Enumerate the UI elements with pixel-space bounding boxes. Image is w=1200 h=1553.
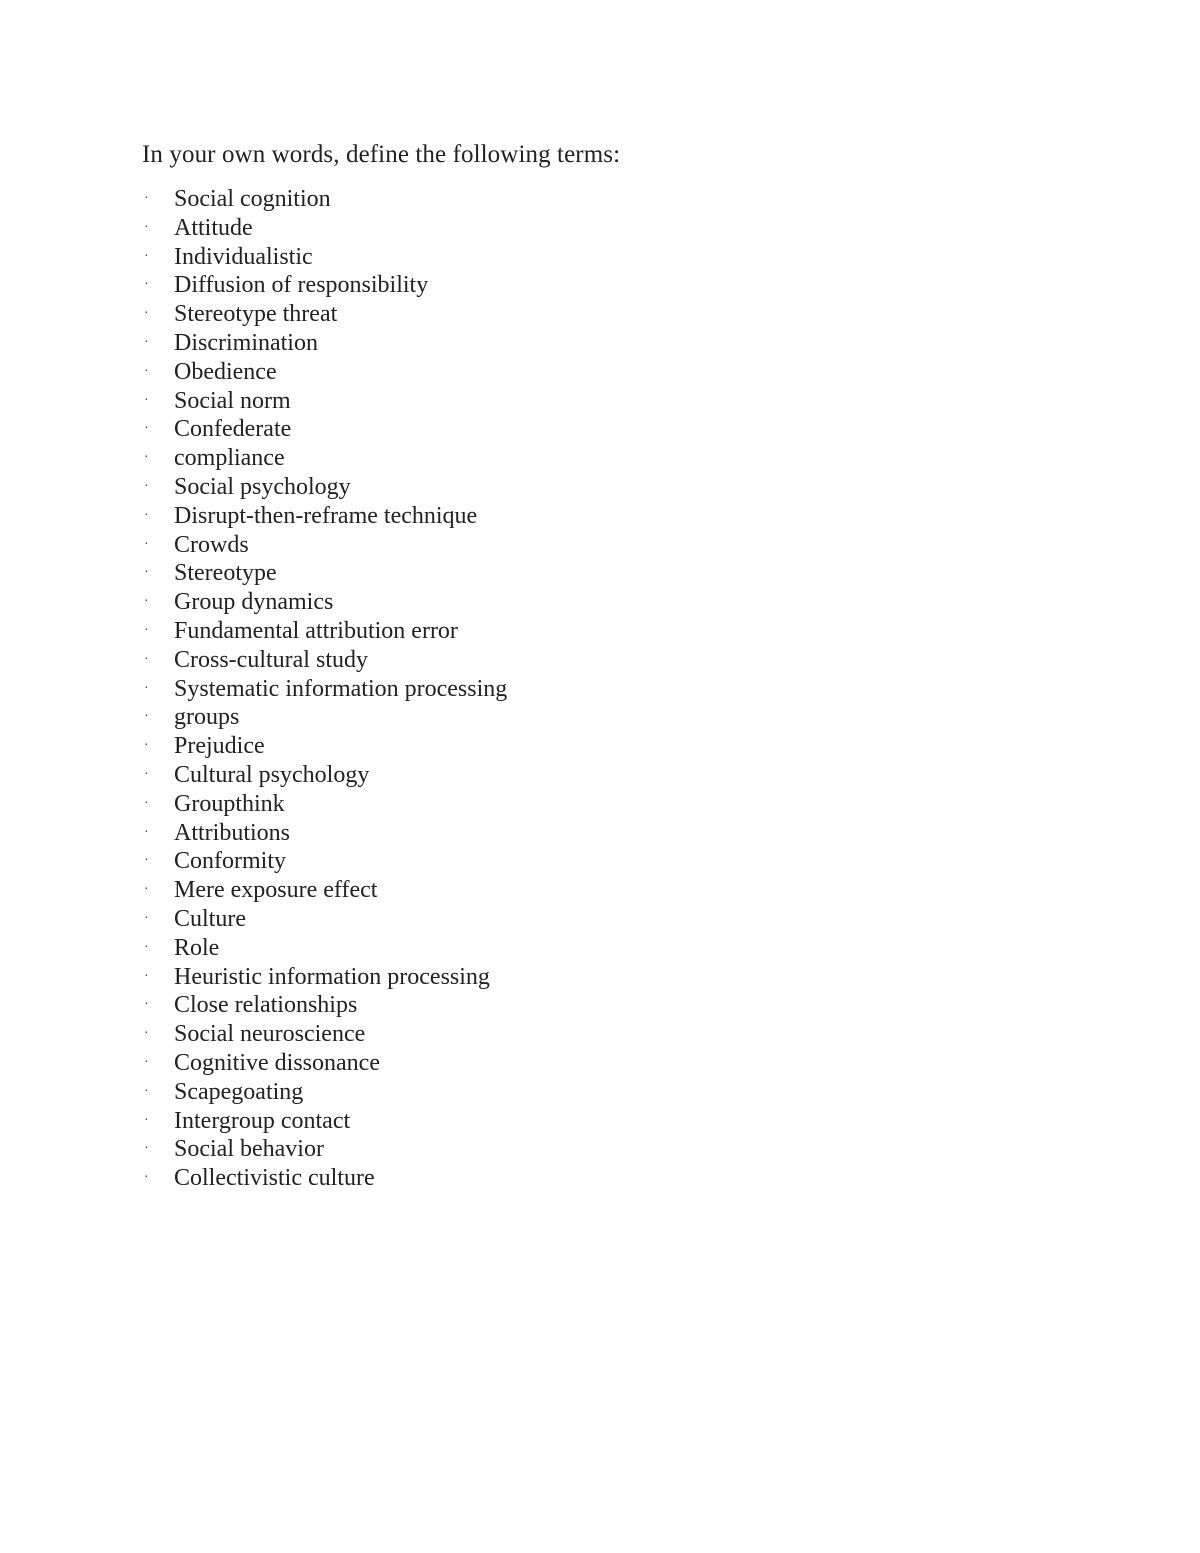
instruction-text: In your own words, define the following terms: <box>142 141 621 168</box>
term-label: Intergroup contact <box>174 1107 351 1134</box>
term-label: Discrimination <box>174 329 318 356</box>
bullet-icon: · <box>144 392 149 408</box>
term-label: Crowds <box>174 531 249 558</box>
term-label: Role <box>174 934 220 961</box>
term-label: compliance <box>174 445 285 472</box>
term-label: Stereotype <box>174 560 277 587</box>
term-label: Conformity <box>174 848 286 875</box>
bullet-icon: · <box>144 478 149 494</box>
bullet-icon: · <box>144 795 149 811</box>
bullet-icon: · <box>144 651 149 667</box>
term-label: Group dynamics <box>174 589 334 616</box>
bullet-icon: · <box>144 219 149 235</box>
bullet-icon: · <box>144 1083 149 1099</box>
bullet-icon: · <box>144 939 149 955</box>
term-label: Social psychology <box>174 473 351 500</box>
term-label: Scapegoating <box>174 1078 304 1105</box>
term-label: Collectivistic culture <box>174 1165 375 1192</box>
term-label: Mere exposure effect <box>174 877 378 904</box>
term-label: Social cognition <box>174 186 331 212</box>
term-label: Disrupt-then-reframe technique <box>174 502 478 529</box>
term-label: Cultural psychology <box>174 761 370 788</box>
bullet-icon: · <box>144 622 149 638</box>
bullet-icon: · <box>144 1170 149 1186</box>
term-label: Social norm <box>174 387 291 414</box>
term-label: Heuristic information processing <box>174 963 490 990</box>
bullet-icon: · <box>144 363 149 379</box>
term-label: Close relationships <box>174 992 358 1019</box>
term-label: Attitude <box>174 214 253 241</box>
bullet-icon: · <box>144 334 149 350</box>
bullet-icon: · <box>144 997 149 1013</box>
bullet-icon: · <box>144 306 149 322</box>
bullet-icon: · <box>144 248 149 264</box>
term-label: Individualistic <box>174 243 313 270</box>
bullet-icon: · <box>144 594 149 610</box>
bullet-icon: · <box>144 1026 149 1042</box>
bullet-icon: · <box>144 507 149 523</box>
term-label: Obedience <box>174 358 277 385</box>
bullet-icon: · <box>144 910 149 926</box>
bullet-icon: · <box>144 766 149 782</box>
term-label: Systematic information processing <box>174 675 508 702</box>
term-label: Attributions <box>174 819 291 846</box>
term-label: Fundamental attribution error <box>174 617 458 644</box>
term-label: Cross-cultural study <box>174 646 368 673</box>
bullet-icon: · <box>144 824 149 840</box>
bullet-icon: · <box>144 882 149 898</box>
bullet-icon: · <box>144 191 149 206</box>
bullet-icon: · <box>144 450 149 466</box>
bullet-icon: · <box>144 1054 149 1070</box>
bullet-icon: · <box>144 853 149 869</box>
term-label: groups <box>174 704 240 731</box>
bullet-icon: · <box>144 738 149 754</box>
term-label: Prejudice <box>174 733 265 760</box>
bullet-icon: · <box>144 536 149 552</box>
bullet-icon: · <box>144 421 149 437</box>
term-label: Groupthink <box>174 790 285 817</box>
term-label: Cognitive dissonance <box>174 1049 380 1076</box>
term-label: Culture <box>174 905 246 932</box>
term-label: Diffusion of responsibility <box>174 272 429 299</box>
bullet-icon: · <box>144 1112 149 1128</box>
bullet-icon: · <box>144 968 149 984</box>
bullet-icon: · <box>144 1141 149 1157</box>
bullet-icon: · <box>144 709 149 725</box>
bullet-icon: · <box>144 680 149 696</box>
term-label: Social behavior <box>174 1136 324 1163</box>
bullet-icon: · <box>144 277 149 293</box>
bullet-icon: · <box>144 565 149 581</box>
term-label: Confederate <box>174 416 292 443</box>
term-label: Social neuroscience <box>174 1021 366 1048</box>
term-label: Stereotype threat <box>174 301 338 328</box>
